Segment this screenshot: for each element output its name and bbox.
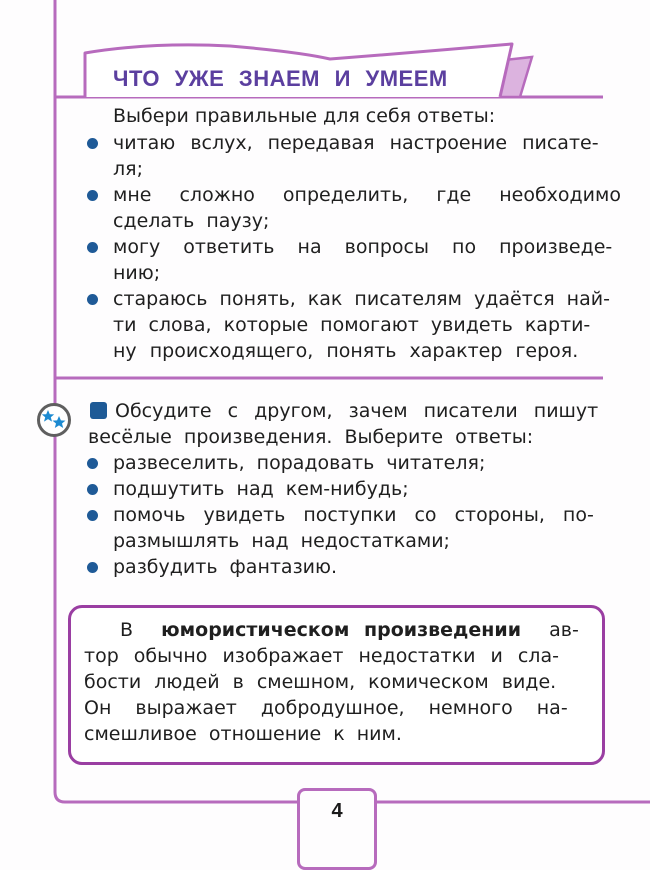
self-check-item-1-line-2: ля; — [113, 158, 143, 180]
pair-task-item-2: подшутить над кем-нибудь; — [113, 478, 409, 500]
pair-task-line-1: Обсудите с другом, зачем писатели пишут — [115, 400, 599, 422]
self-check-item-4-line-2: ти слова, которые помогают увидеть карти- — [113, 314, 591, 336]
definition-suffix: ав- — [549, 619, 579, 641]
task-marker-icon — [90, 402, 107, 419]
definition-line-1 — [120, 617, 579, 643]
definition-term: юмористическом произведении — [161, 619, 522, 641]
definition-line-2: тор обычно изображает недостатки и сла- — [84, 645, 559, 667]
pair-task-item-3-line-1: помочь увидеть поступки со стороны, по- — [113, 504, 594, 526]
bullet-icon — [87, 458, 98, 469]
page-number: 4 — [331, 800, 343, 822]
self-check-item-2-line-1: мне сложно определить, где необходимо — [113, 184, 621, 206]
bullet-icon — [87, 242, 98, 253]
definition-line-4: Он выражает добродушное, немного на- — [84, 697, 568, 719]
bullet-icon — [87, 510, 98, 521]
bullet-icon — [87, 562, 98, 573]
section-title: ЧТО УЖЕ ЗНАЕМ И УМЕЕМ — [113, 66, 448, 91]
self-check-intro: Выбери правильные для себя ответы: — [113, 105, 496, 127]
definition-line-3: бости людей в смешном, комическом виде. — [84, 671, 557, 693]
pair-task-line-2: весёлые произведения. Выберите ответы: — [88, 426, 534, 448]
bullet-icon — [87, 190, 98, 201]
definition-line-5: смешливое отношение к ним. — [84, 723, 402, 745]
self-check-item-4-line-1: стараюсь понять, как писателям удаётся най- — [113, 288, 610, 310]
pair-task-item-1: развеселить, порадовать читателя; — [113, 452, 486, 474]
self-check-item-2-line-2: сделать паузу; — [113, 210, 270, 232]
pair-work-stars-icon — [36, 402, 72, 438]
definition-prefix: В — [120, 619, 134, 641]
self-check-item-3-line-2: нию; — [113, 262, 161, 284]
self-check-item-4-line-3: ну происходящего, понять характер героя. — [113, 340, 579, 362]
bullet-icon — [87, 138, 98, 149]
bullet-icon — [87, 484, 98, 495]
pair-task-item-4: разбудить фантазию. — [113, 556, 338, 578]
self-check-item-3-line-1: могу ответить на вопросы по произведе- — [113, 236, 613, 258]
pair-task-item-3-line-2: размышлять над недостатками; — [113, 530, 450, 552]
self-check-item-1-line-1: читаю вслух, передавая настроение писате- — [113, 132, 599, 154]
bullet-icon — [87, 294, 98, 305]
